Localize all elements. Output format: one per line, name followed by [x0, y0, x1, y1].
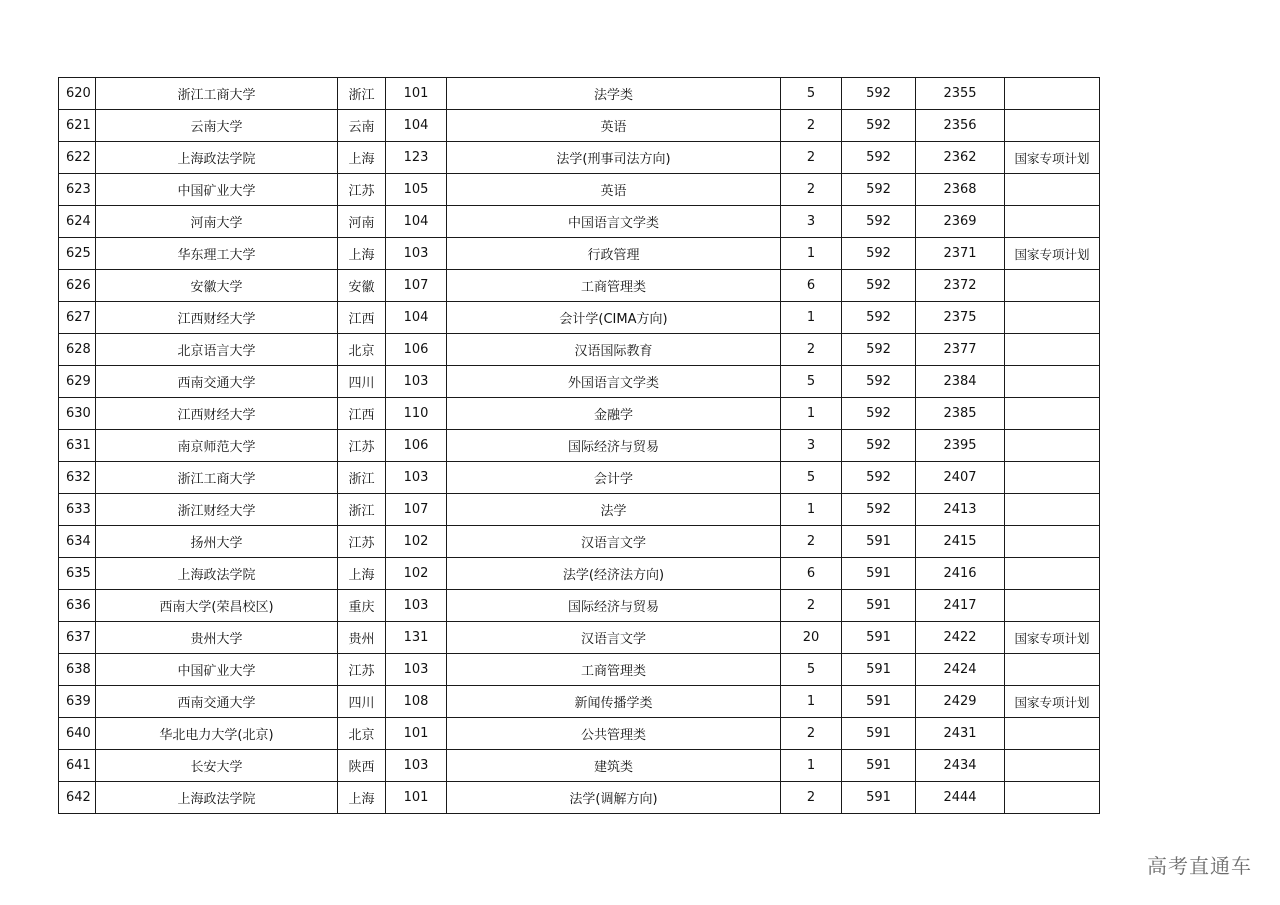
score-cell: 592	[842, 270, 916, 302]
table-row	[59, 526, 1100, 558]
rank-cell: 632	[59, 462, 96, 494]
position-cell: 2377	[916, 334, 1005, 366]
rank-cell: 635	[59, 558, 96, 590]
major-cell: 汉语言文学	[447, 622, 781, 654]
major-cell: 外国语言文学类	[447, 366, 781, 398]
university-cell: 西南大学(荣昌校区)	[96, 590, 338, 622]
position-cell: 2434	[916, 750, 1005, 782]
province-cell: 贵州	[338, 622, 386, 654]
rank-cell: 627	[59, 302, 96, 334]
table-row	[59, 238, 1100, 270]
major-cell: 汉语国际教育	[447, 334, 781, 366]
score-cell: 591	[842, 750, 916, 782]
table-row	[59, 750, 1100, 782]
note-cell	[1005, 398, 1100, 430]
university-cell: 西南交通大学	[96, 686, 338, 718]
rank-cell: 636	[59, 590, 96, 622]
count-cell: 2	[781, 110, 842, 142]
rank-cell: 623	[59, 174, 96, 206]
score-cell: 592	[842, 334, 916, 366]
note-cell	[1005, 270, 1100, 302]
code-cell: 110	[386, 398, 447, 430]
position-cell: 2407	[916, 462, 1005, 494]
code-cell: 108	[386, 686, 447, 718]
note-cell	[1005, 590, 1100, 622]
position-cell: 2417	[916, 590, 1005, 622]
rank-cell: 634	[59, 526, 96, 558]
university-cell: 上海政法学院	[96, 782, 338, 814]
province-cell: 安徽	[338, 270, 386, 302]
note-cell	[1005, 526, 1100, 558]
province-cell: 上海	[338, 558, 386, 590]
count-cell: 2	[781, 142, 842, 174]
position-cell: 2395	[916, 430, 1005, 462]
note-cell	[1005, 462, 1100, 494]
note-cell	[1005, 78, 1100, 110]
score-cell: 591	[842, 654, 916, 686]
table-row	[59, 782, 1100, 814]
rank-cell: 642	[59, 782, 96, 814]
score-cell: 592	[842, 142, 916, 174]
university-cell: 华北电力大学(北京)	[96, 718, 338, 750]
province-cell: 陕西	[338, 750, 386, 782]
rank-cell: 633	[59, 494, 96, 526]
note-cell	[1005, 110, 1100, 142]
university-cell: 浙江工商大学	[96, 78, 338, 110]
code-cell: 106	[386, 334, 447, 366]
table-row	[59, 622, 1100, 654]
province-cell: 江西	[338, 302, 386, 334]
table-row	[59, 334, 1100, 366]
table-row	[59, 654, 1100, 686]
position-cell: 2429	[916, 686, 1005, 718]
province-cell: 重庆	[338, 590, 386, 622]
province-cell: 江苏	[338, 526, 386, 558]
score-cell: 592	[842, 206, 916, 238]
position-cell: 2371	[916, 238, 1005, 270]
count-cell: 1	[781, 494, 842, 526]
score-cell: 591	[842, 686, 916, 718]
score-cell: 592	[842, 398, 916, 430]
position-cell: 2444	[916, 782, 1005, 814]
position-cell: 2424	[916, 654, 1005, 686]
position-cell: 2384	[916, 366, 1005, 398]
count-cell: 2	[781, 782, 842, 814]
province-cell: 北京	[338, 334, 386, 366]
university-cell: 北京语言大学	[96, 334, 338, 366]
score-cell: 592	[842, 430, 916, 462]
code-cell: 103	[386, 750, 447, 782]
score-cell: 591	[842, 718, 916, 750]
university-cell: 南京师范大学	[96, 430, 338, 462]
note-cell	[1005, 558, 1100, 590]
table-row	[59, 302, 1100, 334]
province-cell: 上海	[338, 782, 386, 814]
code-cell: 103	[386, 590, 447, 622]
position-cell: 2422	[916, 622, 1005, 654]
table-row	[59, 174, 1100, 206]
major-cell: 法学(经济法方向)	[447, 558, 781, 590]
university-cell: 贵州大学	[96, 622, 338, 654]
count-cell: 5	[781, 366, 842, 398]
university-cell: 上海政法学院	[96, 558, 338, 590]
rank-cell: 631	[59, 430, 96, 462]
note-cell	[1005, 494, 1100, 526]
count-cell: 5	[781, 78, 842, 110]
position-cell: 2356	[916, 110, 1005, 142]
position-cell: 2431	[916, 718, 1005, 750]
major-cell: 会计学(CIMA方向)	[447, 302, 781, 334]
note-cell	[1005, 334, 1100, 366]
note-cell	[1005, 206, 1100, 238]
university-cell: 扬州大学	[96, 526, 338, 558]
major-cell: 工商管理类	[447, 270, 781, 302]
code-cell: 104	[386, 206, 447, 238]
province-cell: 河南	[338, 206, 386, 238]
count-cell: 6	[781, 558, 842, 590]
score-cell: 591	[842, 526, 916, 558]
code-cell: 131	[386, 622, 447, 654]
rank-cell: 638	[59, 654, 96, 686]
university-cell: 江西财经大学	[96, 398, 338, 430]
count-cell: 5	[781, 654, 842, 686]
rank-cell: 641	[59, 750, 96, 782]
rank-cell: 626	[59, 270, 96, 302]
university-cell: 长安大学	[96, 750, 338, 782]
code-cell: 123	[386, 142, 447, 174]
note-cell: 国家专项计划	[1005, 238, 1100, 270]
table-row	[59, 462, 1100, 494]
count-cell: 2	[781, 590, 842, 622]
province-cell: 浙江	[338, 494, 386, 526]
university-cell: 西南交通大学	[96, 366, 338, 398]
university-cell: 华东理工大学	[96, 238, 338, 270]
rank-cell: 639	[59, 686, 96, 718]
university-cell: 江西财经大学	[96, 302, 338, 334]
major-cell: 工商管理类	[447, 654, 781, 686]
province-cell: 江西	[338, 398, 386, 430]
score-cell: 592	[842, 78, 916, 110]
count-cell: 2	[781, 334, 842, 366]
table-row	[59, 206, 1100, 238]
note-cell: 国家专项计划	[1005, 142, 1100, 174]
code-cell: 106	[386, 430, 447, 462]
position-cell: 2375	[916, 302, 1005, 334]
province-cell: 上海	[338, 142, 386, 174]
count-cell: 2	[781, 174, 842, 206]
score-cell: 592	[842, 238, 916, 270]
score-cell: 592	[842, 462, 916, 494]
count-cell: 1	[781, 238, 842, 270]
position-cell: 2355	[916, 78, 1005, 110]
position-cell: 2372	[916, 270, 1005, 302]
code-cell: 103	[386, 366, 447, 398]
province-cell: 江苏	[338, 654, 386, 686]
table-row	[59, 142, 1100, 174]
province-cell: 浙江	[338, 78, 386, 110]
university-cell: 上海政法学院	[96, 142, 338, 174]
score-cell: 591	[842, 590, 916, 622]
major-cell: 建筑类	[447, 750, 781, 782]
major-cell: 英语	[447, 110, 781, 142]
position-cell: 2369	[916, 206, 1005, 238]
note-cell	[1005, 718, 1100, 750]
code-cell: 105	[386, 174, 447, 206]
table-body	[59, 78, 1100, 814]
code-cell: 101	[386, 718, 447, 750]
rank-cell: 637	[59, 622, 96, 654]
code-cell: 107	[386, 270, 447, 302]
count-cell: 3	[781, 430, 842, 462]
code-cell: 102	[386, 526, 447, 558]
university-cell: 浙江工商大学	[96, 462, 338, 494]
code-cell: 103	[386, 462, 447, 494]
major-cell: 会计学	[447, 462, 781, 494]
university-cell: 中国矿业大学	[96, 654, 338, 686]
code-cell: 107	[386, 494, 447, 526]
count-cell: 2	[781, 718, 842, 750]
rank-cell: 640	[59, 718, 96, 750]
university-cell: 云南大学	[96, 110, 338, 142]
note-cell	[1005, 174, 1100, 206]
table-row	[59, 366, 1100, 398]
score-cell: 591	[842, 558, 916, 590]
position-cell: 2368	[916, 174, 1005, 206]
note-cell	[1005, 366, 1100, 398]
major-cell: 国际经济与贸易	[447, 430, 781, 462]
admission-table	[58, 77, 1100, 814]
major-cell: 行政管理	[447, 238, 781, 270]
code-cell: 104	[386, 110, 447, 142]
major-cell: 英语	[447, 174, 781, 206]
note-cell: 国家专项计划	[1005, 622, 1100, 654]
code-cell: 102	[386, 558, 447, 590]
position-cell: 2413	[916, 494, 1005, 526]
major-cell: 新闻传播学类	[447, 686, 781, 718]
score-cell: 592	[842, 366, 916, 398]
position-cell: 2385	[916, 398, 1005, 430]
code-cell: 103	[386, 654, 447, 686]
table-row	[59, 270, 1100, 302]
table-row	[59, 78, 1100, 110]
table-row	[59, 558, 1100, 590]
note-cell	[1005, 430, 1100, 462]
note-cell: 国家专项计划	[1005, 686, 1100, 718]
table-row	[59, 110, 1100, 142]
province-cell: 浙江	[338, 462, 386, 494]
table-row	[59, 718, 1100, 750]
rank-cell: 624	[59, 206, 96, 238]
count-cell: 6	[781, 270, 842, 302]
major-cell: 公共管理类	[447, 718, 781, 750]
province-cell: 北京	[338, 718, 386, 750]
count-cell: 5	[781, 462, 842, 494]
province-cell: 江苏	[338, 174, 386, 206]
major-cell: 汉语言文学	[447, 526, 781, 558]
table-row	[59, 430, 1100, 462]
rank-cell: 630	[59, 398, 96, 430]
count-cell: 1	[781, 302, 842, 334]
major-cell: 金融学	[447, 398, 781, 430]
table-row	[59, 494, 1100, 526]
count-cell: 20	[781, 622, 842, 654]
university-cell: 河南大学	[96, 206, 338, 238]
province-cell: 四川	[338, 366, 386, 398]
province-cell: 江苏	[338, 430, 386, 462]
table-row	[59, 686, 1100, 718]
score-cell: 591	[842, 622, 916, 654]
position-cell: 2416	[916, 558, 1005, 590]
code-cell: 104	[386, 302, 447, 334]
university-cell: 中国矿业大学	[96, 174, 338, 206]
rank-cell: 628	[59, 334, 96, 366]
score-cell: 592	[842, 110, 916, 142]
note-cell	[1005, 654, 1100, 686]
major-cell: 法学(调解方向)	[447, 782, 781, 814]
rank-cell: 625	[59, 238, 96, 270]
rank-cell: 621	[59, 110, 96, 142]
score-cell: 592	[842, 174, 916, 206]
count-cell: 2	[781, 526, 842, 558]
table-row	[59, 590, 1100, 622]
count-cell: 1	[781, 686, 842, 718]
note-cell	[1005, 750, 1100, 782]
count-cell: 3	[781, 206, 842, 238]
rank-cell: 622	[59, 142, 96, 174]
major-cell: 法学	[447, 494, 781, 526]
position-cell: 2362	[916, 142, 1005, 174]
major-cell: 中国语言文学类	[447, 206, 781, 238]
count-cell: 1	[781, 750, 842, 782]
university-cell: 安徽大学	[96, 270, 338, 302]
code-cell: 101	[386, 782, 447, 814]
province-cell: 云南	[338, 110, 386, 142]
province-cell: 四川	[338, 686, 386, 718]
position-cell: 2415	[916, 526, 1005, 558]
score-cell: 592	[842, 494, 916, 526]
note-cell	[1005, 302, 1100, 334]
major-cell: 法学(刑事司法方向)	[447, 142, 781, 174]
major-cell: 国际经济与贸易	[447, 590, 781, 622]
watermark-text: 高考直通车	[1147, 854, 1252, 878]
university-cell: 浙江财经大学	[96, 494, 338, 526]
major-cell: 法学类	[447, 78, 781, 110]
score-cell: 592	[842, 302, 916, 334]
code-cell: 103	[386, 238, 447, 270]
count-cell: 1	[781, 398, 842, 430]
rank-cell: 620	[59, 78, 96, 110]
rank-cell: 629	[59, 366, 96, 398]
note-cell	[1005, 782, 1100, 814]
table-row	[59, 398, 1100, 430]
code-cell: 101	[386, 78, 447, 110]
province-cell: 上海	[338, 238, 386, 270]
score-cell: 591	[842, 782, 916, 814]
